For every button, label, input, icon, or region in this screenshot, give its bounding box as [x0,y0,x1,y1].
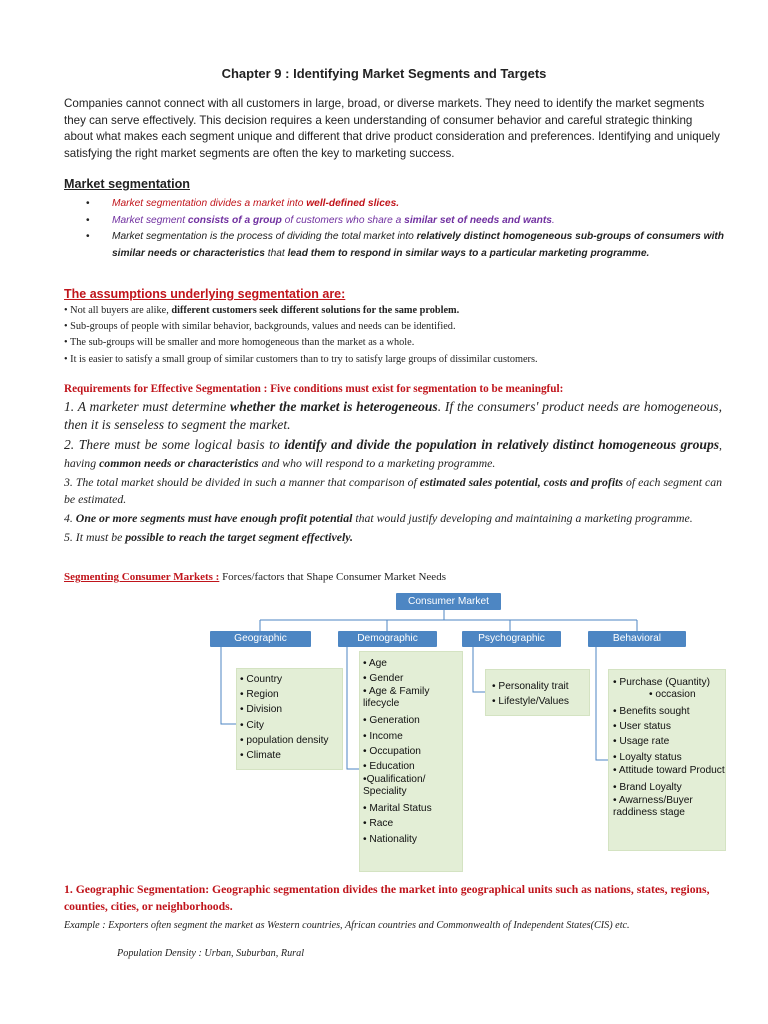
behavioral-connector [596,647,608,760]
list-item: • Brand Loyalty [613,781,682,793]
assumption-1-text: • Not all buyers are alike, [64,305,172,316]
example-text: Exporters often segment the market as Western countries, African countries and Commonwealth of Independent States(CIS) etc. [105,920,630,931]
segmenting-consumer-markets-line [64,571,446,583]
list-item: • population density [240,734,329,746]
ms-item-2-end: . [551,214,555,226]
chapter-title: Chapter 9 : Identifying Market Segments and Targets [221,66,547,81]
list-item: •Qualification/ Speciality [363,774,426,798]
ms-item-3-text: Market segmentation is the process of dividing the total market into [112,231,417,242]
segmenting-rest: Forces/factors that Shape Consumer Market Needs [219,571,446,583]
list-item: • Marital Status [363,803,432,815]
behavioral-items-box [608,669,726,851]
req-emph: estimated sales potential, costs and profits [419,475,623,489]
list-item: • Nationality [363,833,417,845]
requirement-4 [64,510,722,527]
ms-item-3 [86,229,726,262]
requirement-5 [64,529,722,546]
ms-item-2-text: Market segment [112,214,188,226]
assumption-item [64,303,724,319]
ms-item-2-text2: of customers who share a [281,214,405,226]
assumptions-heading: The assumptions underlying segmentation are: [64,287,346,301]
bullet-icon: • [86,198,90,209]
req-emph: possible to reach the target segment effectively. [125,530,353,544]
ms-item-2 [86,213,726,230]
list-item: • Usage rate [613,736,670,748]
category-demographic: Demographic [338,631,437,647]
bullet-icon: • [86,214,90,226]
demographic-items-box [359,651,463,872]
req-text: 4. [64,511,76,525]
segmenting-lead: Segmenting Consumer Markets : [64,571,220,583]
requirement-1 [64,398,722,434]
list-item: • Age & Family lifecycle [363,686,430,710]
assumption-item: • Sub-groups of people with similar behavior, backgrounds, values and needs can be identified. [64,321,456,333]
category-geographic: Geographic [210,631,311,647]
requirement-3 [64,474,722,508]
assumptions-list [64,303,724,368]
req-text: 5. It must be [64,530,126,544]
market-segmentation-list [86,196,726,262]
category-psychographic: Psychographic [462,631,561,647]
assumption-1-emph: different customers seek different solutions for the same problem. [171,305,460,316]
ms-item-1-emph: well-defined slices. [306,198,400,209]
req-text: and who will respond to a marketing programme. [258,456,496,470]
list-item: • Race [363,818,394,830]
list-item: • Personality trait [492,681,569,692]
list-item: • Education [363,761,415,773]
list-item: • City [240,719,264,731]
req-emph: common needs or characteristics [99,456,259,470]
list-item: • User status [613,721,671,733]
ms-item-2-emph2: similar set of needs and wants [404,214,552,226]
assumption-item: • It is easier to satisfy a small group of similar customers than to try to satisfy large groups of dissimilar customers. [64,353,538,365]
market-segmentation-heading: Market segmentation [64,177,190,191]
list-item: • Occupation [363,745,421,757]
req-text: of each segment can be estimated. [64,475,722,506]
req-text: 3. The total market should be divided in such a manner that comparison of [64,475,420,489]
ms-item-3-emph: relatively distinct homogeneous sub-groups of consumers with similar needs or characteristics [112,231,725,259]
ms-item-3-text2: that [264,247,288,259]
bullet-icon: • [86,231,90,242]
population-density-line: Population Density : Urban, Suburban, Rural [117,948,305,959]
req-emph: identify and divide the population in relatively distinct homogeneous groups [284,437,720,452]
req-text: 2. There must be some logical basis to [64,437,285,452]
psychographic-connector [473,647,485,692]
list-item: • Gender [363,673,404,685]
category-behavioral: Behavioral [588,631,686,647]
requirement-2 [64,436,722,472]
assumption-item: • The sub-groups will be smaller and more homogeneous than the market as a whole. [64,337,415,349]
geographic-items-box [236,668,343,770]
req-text: . If the consumers' product needs are homogeneous, then it is senseless to segment the market. [64,399,723,432]
psychographic-items-box [485,669,590,716]
example-label: Example : [64,920,106,931]
list-item: • occasion [649,689,696,700]
req-text: , having [64,438,722,470]
req-emph: whether the market is heterogeneous [230,399,438,414]
ms-item-1-text: Market segmentation divides a market into [112,198,307,209]
list-item: • Age [363,658,387,669]
demographic-connector [347,647,359,769]
list-item: • Income [363,730,403,742]
geographic-connector [221,647,236,724]
list-item: • Purchase (Quantity) [613,677,710,688]
ms-item-2-emph: consists of a group [187,214,282,226]
req-emph: One or more segments must have enough profit potential [75,511,353,525]
list-item: • Climate [240,750,281,762]
list-item: • Country [240,674,283,685]
list-item: • Benefits sought [613,706,690,717]
list-item: • Lifestyle/Values [492,696,569,708]
list-item: • Attitude toward Product [613,764,725,776]
requirements-heading: Requirements for Effective Segmentation : Five conditions must exist for segmentation to be meaningful: [64,383,564,395]
req-text: that would justify developing and maintaining a marketing programme. [352,511,693,525]
requirements-list [64,398,722,548]
intro-paragraph: Companies cannot connect with all customers in large, broad, or diverse markets. They need to identify the market segments they can serve effectively. This decision requires a keen understanding of consumer behavior and careful strategic thinking about what makes each segment unique and different that drive product consideration and preferences. Identifying and uniquely satisfying the right market segments are often the key to marketing success. [64,97,720,160]
req-text: 1. A marketer must determine [64,399,230,414]
list-item: • Division [240,704,283,716]
example-paragraph [64,918,732,935]
list-item: • Loyalty status [613,751,682,763]
ms-item-1 [86,196,726,213]
geographic-segmentation-heading: 1. Geographic Segmentation: Geographic segmentation divides the market into geographical units such as nations, states, regions, counties, cities, or neighborhoods. [64,883,710,913]
list-item: • Generation [363,715,420,727]
diagram-root-consumer-market: Consumer Market [396,593,501,610]
list-item: • Region [240,689,279,701]
list-item: • Awarness/Buyer raddiness stage [613,795,693,819]
ms-item-3-emph2: lead them to respond in similar ways to a particular marketing programme. [287,247,650,259]
